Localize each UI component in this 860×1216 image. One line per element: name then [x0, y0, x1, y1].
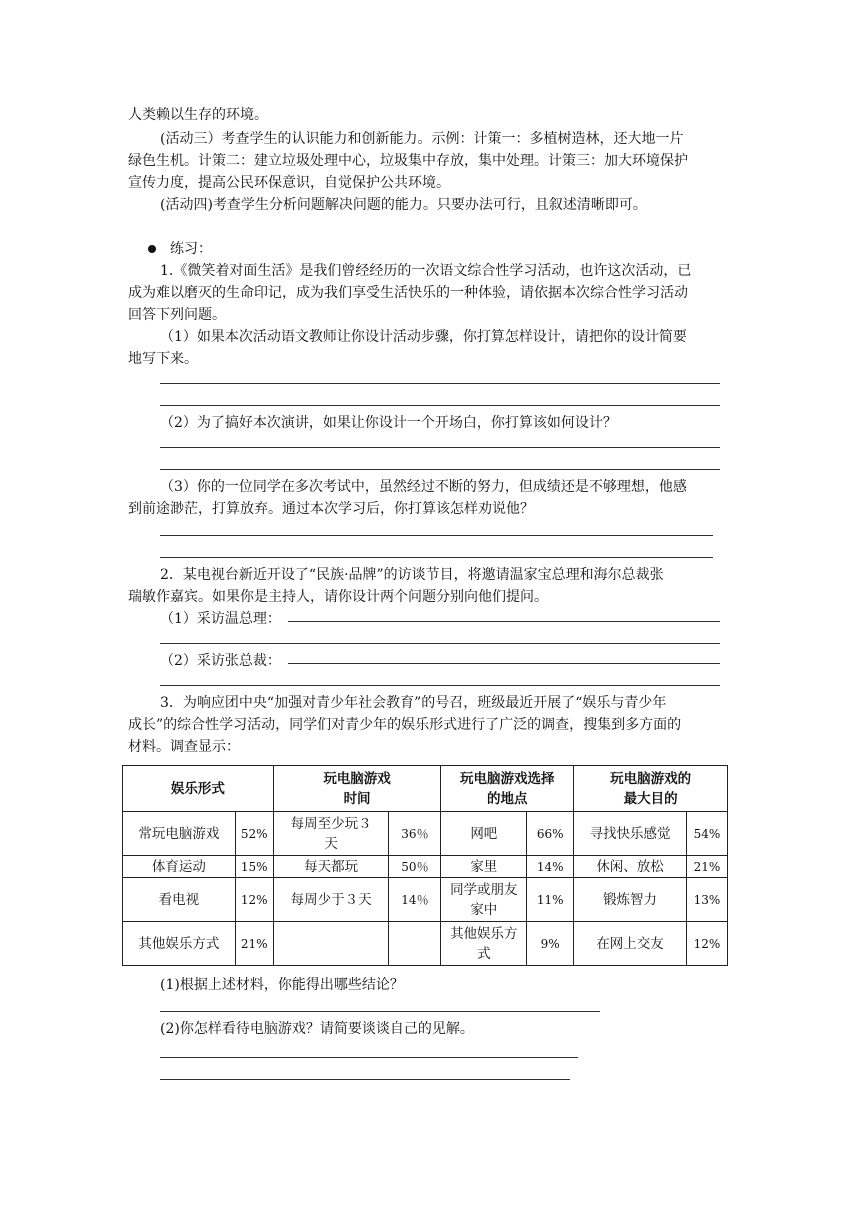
- answer-line[interactable]: [160, 383, 720, 384]
- question-2-1-label: （1）采访温总理：: [160, 611, 281, 627]
- table-cell: [389, 922, 441, 966]
- table-header-cell: 娱乐形式: [123, 766, 274, 812]
- table-cell: 13%: [686, 878, 727, 922]
- table-cell: 每周至少玩３ 天: [273, 812, 389, 856]
- answer-activity-3: (活动三）考查学生的认识能力和创新能力。示例：计策一：多植树造林，还大地一片: [160, 131, 684, 147]
- practice-heading: [128, 238, 728, 260]
- table-cell: 体育运动: [123, 856, 236, 878]
- question-3-text: 材料。调查显示：: [128, 739, 240, 755]
- question-1-2-text: （2）为了搞好本次演讲，如果让你设计一个开场白，你打算该如何设计？: [160, 415, 617, 431]
- question-2-text: 2．某电视台新近开设了“民族·品牌”的访谈节目，将邀请温家宝总理和海尔总裁张: [160, 567, 664, 583]
- table-cell: 看电视: [123, 878, 236, 922]
- table-cell: 36％: [389, 812, 441, 856]
- table-cell: 同学或朋友 家中: [441, 878, 527, 922]
- answer-line[interactable]: [160, 1011, 600, 1012]
- answer-text-line: 宣传力度，提高公民环保意识，自觉保护公共环境。: [128, 175, 450, 191]
- answer-line[interactable]: [160, 447, 720, 448]
- answer-text-line: 人类赖以生存的环境。: [128, 107, 268, 123]
- table-header-cell: 玩电脑游戏 时间: [273, 766, 441, 812]
- table-cell: 9%: [527, 922, 574, 966]
- survey-table: [122, 765, 728, 966]
- answer-line[interactable]: [160, 469, 720, 470]
- answer-line[interactable]: [160, 1057, 578, 1058]
- table-cell: [273, 922, 389, 966]
- table-header-row: [123, 766, 728, 812]
- table-cell: 11%: [527, 878, 574, 922]
- answer-text-line: 绿色生机。计策二：建立垃圾处理中心，垃圾集中存放，集中处理。计策三：加大环境保护: [128, 153, 688, 169]
- table-cell: 寻找快乐感觉: [574, 812, 687, 856]
- question-1-text: 成为难以磨灭的生命印记，成为我们享受生活快乐的一种体验，请依据本次综合性学习活动: [128, 285, 688, 301]
- table-row: [123, 878, 728, 922]
- table-cell: 其他娱乐方 式: [441, 922, 527, 966]
- table-cell: 50％: [389, 856, 441, 878]
- question-2-2-label: （2）采访张总裁：: [160, 653, 281, 669]
- question-1-3-text: 到前途渺茫，打算放弃。通过本次学习后，你打算该怎样劝说他？: [128, 501, 534, 517]
- answer-line[interactable]: [160, 1079, 570, 1080]
- bullet-icon: [148, 245, 156, 253]
- question-1-3-text: （3）你的一位同学在多次考试中，虽然经过不断的努力，但成绩还是不够理想，他感: [160, 479, 687, 495]
- table-cell: 12%: [235, 878, 273, 922]
- table-cell: 54%: [686, 812, 727, 856]
- answer-line[interactable]: [160, 405, 720, 406]
- table-cell: 锻炼智力: [574, 878, 687, 922]
- table-cell: 常玩电脑游戏: [123, 812, 236, 856]
- table-cell: 66%: [527, 812, 574, 856]
- table-cell: 15%: [235, 856, 273, 878]
- question-1-text: 1.《微笑着对面生活》是我们曾经经历的一次语文综合性学习活动，也许这次活动，已: [160, 263, 692, 279]
- answer-line[interactable]: [288, 663, 720, 664]
- question-1-text: 回答下列问题。: [128, 307, 226, 323]
- question-3-1-text: (1)根据上述材料，你能得出哪些结论？: [160, 977, 404, 993]
- question-3-text: 3．为响应团中央“加强对青少年社会教育”的号召，班级最近开展了“娱乐与青少年: [160, 695, 667, 711]
- answer-line[interactable]: [160, 685, 720, 686]
- question-1-1-text: （1）如果本次活动语文教师让你设计活动步骤，你打算怎样设计，请把你的设计简要: [160, 329, 687, 345]
- answer-line[interactable]: [160, 643, 720, 644]
- question-3-2-text: (2)你怎样看待电脑游戏？请简要谈谈自己的见解。: [160, 1021, 474, 1037]
- table-cell: 12%: [686, 922, 727, 966]
- answer-line[interactable]: [288, 621, 720, 622]
- table-row: [123, 812, 728, 856]
- table-cell: 52%: [235, 812, 273, 856]
- table-cell: 每周少于３天: [273, 878, 389, 922]
- question-2-text: 瑞敏作嘉宾。如果你是主持人，请你设计两个问题分别向他们提问。: [128, 589, 548, 605]
- table-cell: 14%: [527, 856, 574, 878]
- answer-line[interactable]: [160, 557, 713, 558]
- table-cell: 21%: [686, 856, 727, 878]
- table-cell: 在网上交友: [574, 922, 687, 966]
- table-cell: 家里: [441, 856, 527, 878]
- table-cell: 休闲、放松: [574, 856, 687, 878]
- table-cell: 21%: [235, 922, 273, 966]
- practice-label: 练习：: [170, 241, 212, 257]
- table-cell: 其他娱乐方式: [123, 922, 236, 966]
- table-header-cell: 玩电脑游戏选择 的地点: [441, 766, 574, 812]
- table-header-cell: 玩电脑游戏的 最大目的: [574, 766, 728, 812]
- table-cell: 网吧: [441, 812, 527, 856]
- table-row: [123, 922, 728, 966]
- question-3-text: 成长”的综合性学习活动，同学们对青少年的娱乐形式进行了广泛的调查，搜集到多方面的: [128, 717, 682, 733]
- table-cell: 14％: [389, 878, 441, 922]
- question-1-1-text: 地写下来。: [128, 351, 198, 367]
- answer-line[interactable]: [160, 535, 713, 536]
- table-row: [123, 856, 728, 878]
- table-cell: 每天都玩: [273, 856, 389, 878]
- answer-activity-4: (活动四)考查学生分析问题解决问题的能力。只要办法可行，且叙述清晰即可。: [160, 197, 647, 213]
